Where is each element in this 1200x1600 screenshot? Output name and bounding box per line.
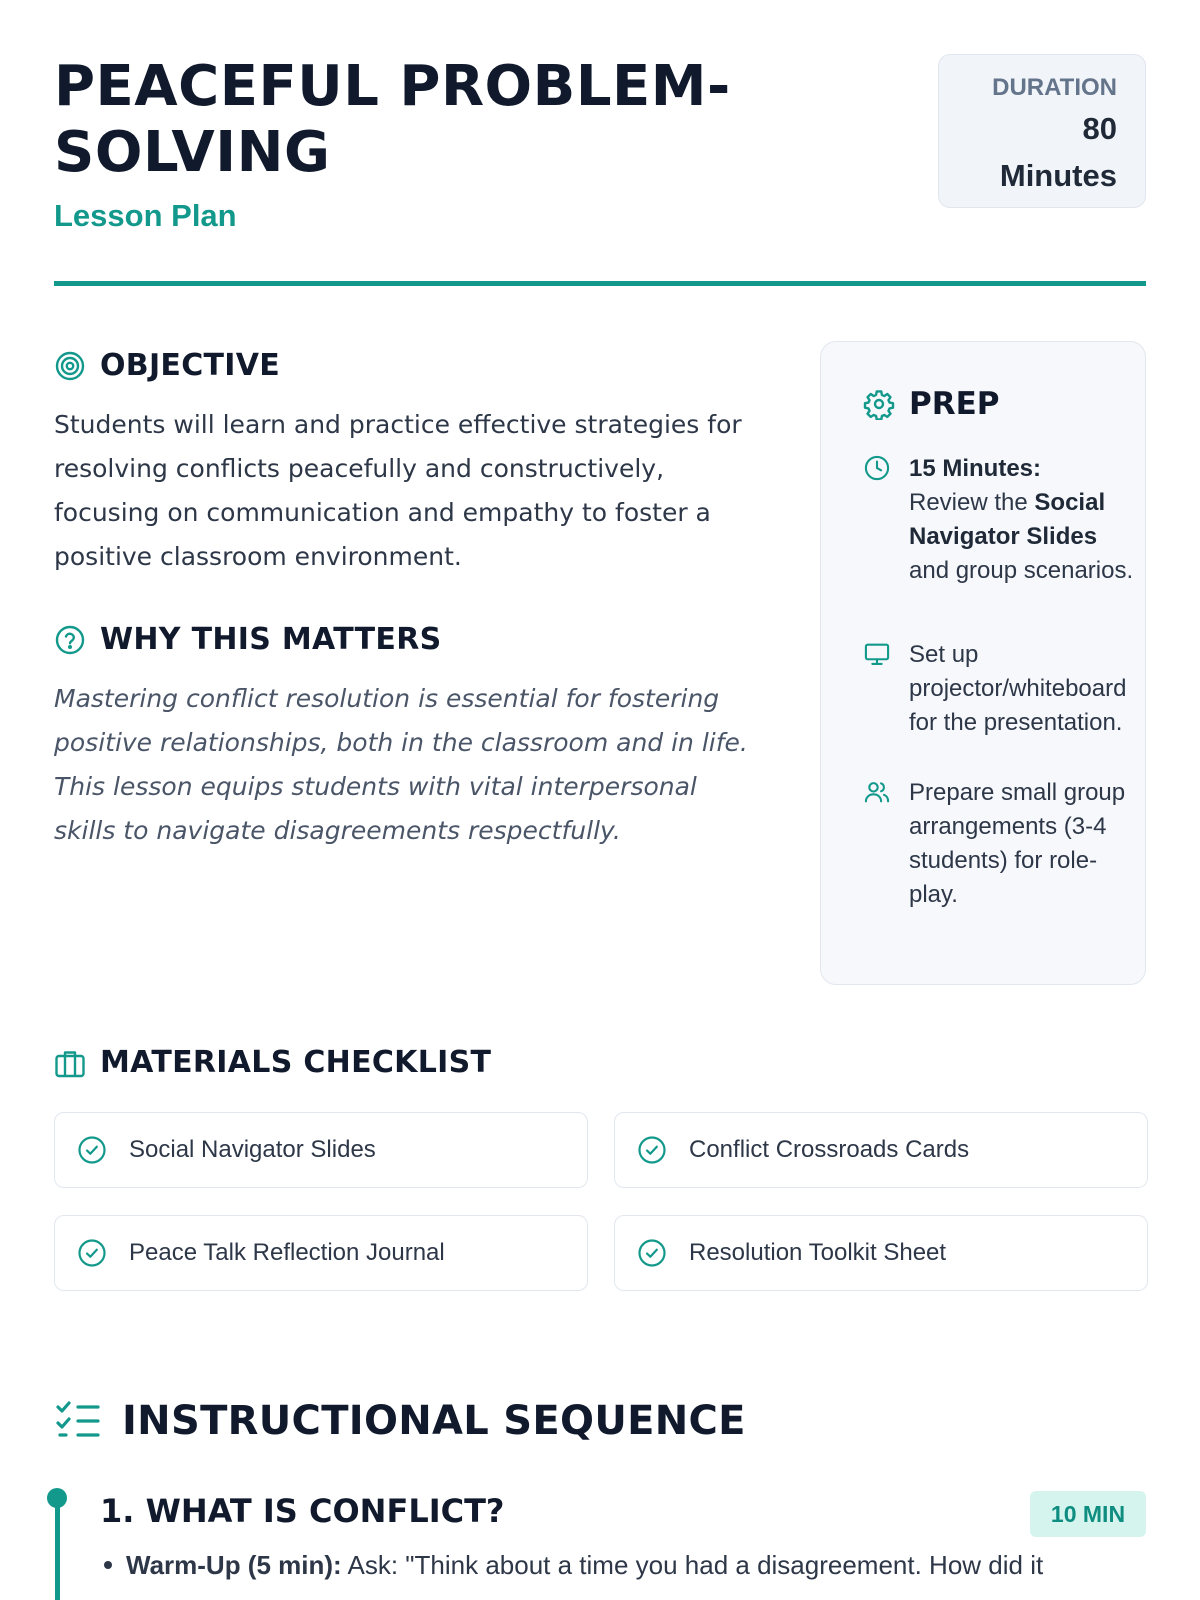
check-circle-icon (77, 1135, 107, 1165)
prep-item (863, 776, 1143, 912)
material-label: Conflict Crossroads Cards (689, 1136, 970, 1163)
step-bullet (104, 1550, 1184, 1581)
users-icon (863, 778, 891, 806)
help-circle-icon (54, 624, 86, 656)
step-bullet-label: Warm-Up (5 min): (126, 1550, 342, 1580)
objective-heading: OBJECTIVE (54, 348, 280, 383)
prep-item (863, 452, 1143, 588)
material-label: Resolution Toolkit Sheet (689, 1239, 947, 1266)
step-bullet-text: Ask: "Think about a time you had a disagreement. How did it (347, 1550, 1044, 1580)
header-divider (54, 281, 1146, 286)
monitor-icon (863, 640, 891, 668)
timeline-line (55, 1494, 60, 1600)
step-title: 1. WHAT IS CONFLICT? (100, 1492, 505, 1530)
prep-item-text: Prepare small group arrangements (3-4 students) for role-play. (909, 779, 1126, 908)
sequence-heading: INSTRUCTIONAL SEQUENCE (54, 1398, 746, 1444)
material-item[interactable] (614, 1215, 1148, 1291)
prep-card (820, 341, 1146, 985)
step-duration-badge: 10 MIN (1030, 1491, 1146, 1537)
prep-item-text: and group scenarios. (909, 557, 1134, 584)
material-label: Peace Talk Reflection Journal (129, 1239, 445, 1266)
check-circle-icon (637, 1135, 667, 1165)
duration-value: 80 (1082, 111, 1117, 146)
check-circle-icon (77, 1238, 107, 1268)
page-title: PEACEFUL PROBLEM-SOLVING (54, 54, 731, 185)
check-circle-icon (637, 1238, 667, 1268)
prep-item-text: Review the (909, 489, 1028, 516)
material-label: Social Navigator Slides (129, 1136, 376, 1163)
duration-card (938, 54, 1146, 208)
timeline-dot (47, 1488, 67, 1508)
list-check-icon (54, 1401, 102, 1441)
material-item[interactable] (54, 1215, 588, 1291)
clock-icon (863, 454, 891, 482)
why-heading: WHY THIS MATTERS (54, 622, 442, 657)
target-icon (54, 350, 86, 382)
prep-heading: PREP (863, 386, 1000, 422)
bullet-dot (104, 1561, 112, 1569)
prep-item-emphasis: Social Navigator Slides (909, 489, 1106, 550)
material-item[interactable] (54, 1112, 588, 1188)
duration-label: DURATION (992, 74, 1117, 101)
prep-item-text: Set up projector/whiteboard for the presentation. (909, 641, 1127, 736)
prep-item (863, 638, 1143, 740)
prep-item-duration: 15 Minutes: (909, 455, 1042, 482)
materials-heading: MATERIALS CHECKLIST (54, 1045, 491, 1080)
gear-icon (863, 388, 895, 420)
why-text: Mastering conflict resolution is essential for fostering positive relationships, both in the classroom and in life. This lesson equips students with vital interpersonal skills to navigate disagreements respectfully. (54, 684, 748, 845)
objective-text: Students will learn and practice effective strategies for resolving conflicts peacefully and constructively, focusing on communication and empathy to foster a positive classroom environment. (54, 410, 742, 571)
briefcase-icon (54, 1047, 86, 1079)
material-item[interactable] (614, 1112, 1148, 1188)
duration-unit: Minutes (999, 158, 1117, 193)
page-subtitle: Lesson Plan (54, 198, 237, 233)
